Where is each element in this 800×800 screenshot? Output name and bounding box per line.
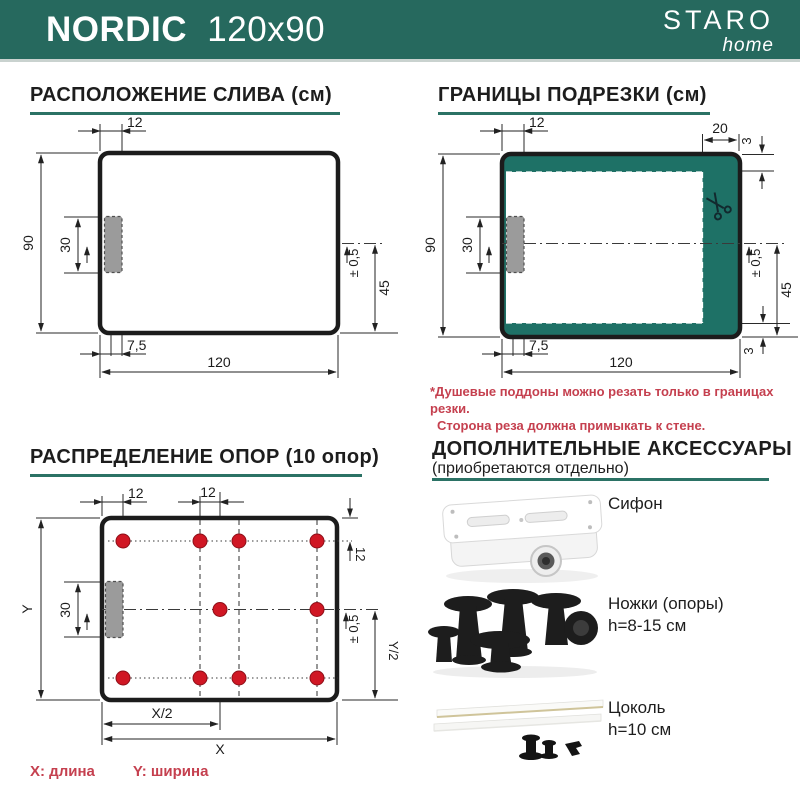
- keep-zone: [506, 172, 703, 323]
- section-title-drain: РАСПОЛОЖЕНИЕ СЛИВА (см): [30, 84, 333, 106]
- section-title-cut: ГРАНИЦЫ ПОДРЕЗКИ (см): [438, 84, 707, 106]
- section-title-supports: РАСПРЕДЕЛЕНИЕ ОПОР (10 опор): [30, 446, 380, 468]
- dim-label-120: 120: [207, 354, 231, 370]
- note-line-2: Сторона реза должна примыкать к стене.: [437, 418, 706, 433]
- dim-label-90: 90: [422, 237, 438, 253]
- dim-label-tolerance: ± 0,5: [748, 248, 763, 278]
- dim-label-45: 45: [376, 280, 392, 296]
- page-title: [46, 10, 325, 50]
- dim-label-tolerance: ± 0,5: [346, 248, 361, 278]
- dim-label-12: 12: [353, 547, 368, 562]
- section-subtitle-accessories: (приобретаются отдельно): [432, 460, 629, 477]
- dim-label-y-half: Y/2: [386, 641, 401, 661]
- supports-diagram: [20, 483, 410, 763]
- divider: [30, 112, 340, 115]
- feet-image: [428, 589, 598, 678]
- dim-label-x-half: X/2: [151, 705, 173, 721]
- header-banner: [0, 0, 800, 62]
- accessory-detail-feet: h=8-15 см: [608, 616, 687, 635]
- accessory-label-feet: Ножки (опоры): [608, 594, 724, 613]
- accessory-detail-plinth: h=10 см: [608, 720, 672, 739]
- brand-name: STARO: [662, 5, 774, 35]
- drain-slot: [507, 217, 525, 273]
- brand-logo: [663, 7, 774, 55]
- model-size: 120x90: [207, 9, 326, 49]
- dim-label-30: 30: [459, 237, 475, 253]
- legend-y: Y: ширина: [132, 763, 209, 780]
- cut-limits-diagram: [420, 114, 800, 380]
- dim-label-3-top: 3: [739, 137, 754, 145]
- note-line-1: *Душевые поддоны можно резать только в границах резки.: [430, 384, 774, 416]
- dim-label-7-5: 7,5: [127, 337, 147, 353]
- cutting-warning-note: [430, 383, 792, 434]
- plinth-image: [434, 700, 603, 760]
- accessory-label-plinth: Цоколь: [608, 698, 666, 717]
- brand-sub: home: [722, 35, 774, 56]
- dim-label-3-bottom: 3: [741, 347, 756, 355]
- dim-label-30: 30: [57, 602, 73, 618]
- dim-label-12: 12: [200, 484, 216, 500]
- dim-label-y: Y: [19, 604, 35, 614]
- accessory-label-siphon: Сифон: [608, 494, 663, 513]
- divider: [432, 478, 769, 481]
- dim-label-20: 20: [712, 120, 728, 136]
- divider: [438, 112, 710, 115]
- dim-label-90: 90: [20, 235, 36, 251]
- dim-label-45: 45: [778, 282, 794, 298]
- section-title-accessories: ДОПОЛНИТЕЛЬНЫЕ АКСЕССУАРЫ: [432, 438, 793, 460]
- dim-label-120: 120: [609, 354, 633, 370]
- dim-label-12: 12: [128, 485, 144, 501]
- drain-location-diagram: [20, 114, 405, 390]
- dim-label-12: 12: [127, 114, 143, 130]
- dim-label-x: X: [215, 741, 225, 757]
- legend-x: X: длина: [30, 763, 95, 780]
- model-name: NORDIC: [46, 9, 188, 49]
- drain-slot: [106, 582, 124, 638]
- dim-label-12: 12: [529, 114, 545, 130]
- drain-slot: [105, 217, 123, 273]
- divider: [30, 474, 362, 477]
- dim-label-7-5: 7,5: [529, 337, 549, 353]
- dim-label-tolerance: ± 0,5: [346, 614, 361, 644]
- siphon-image: [442, 494, 604, 583]
- axis-legend: [30, 763, 208, 780]
- shower-tray-outline: [100, 153, 338, 333]
- dim-label-30: 30: [57, 237, 73, 253]
